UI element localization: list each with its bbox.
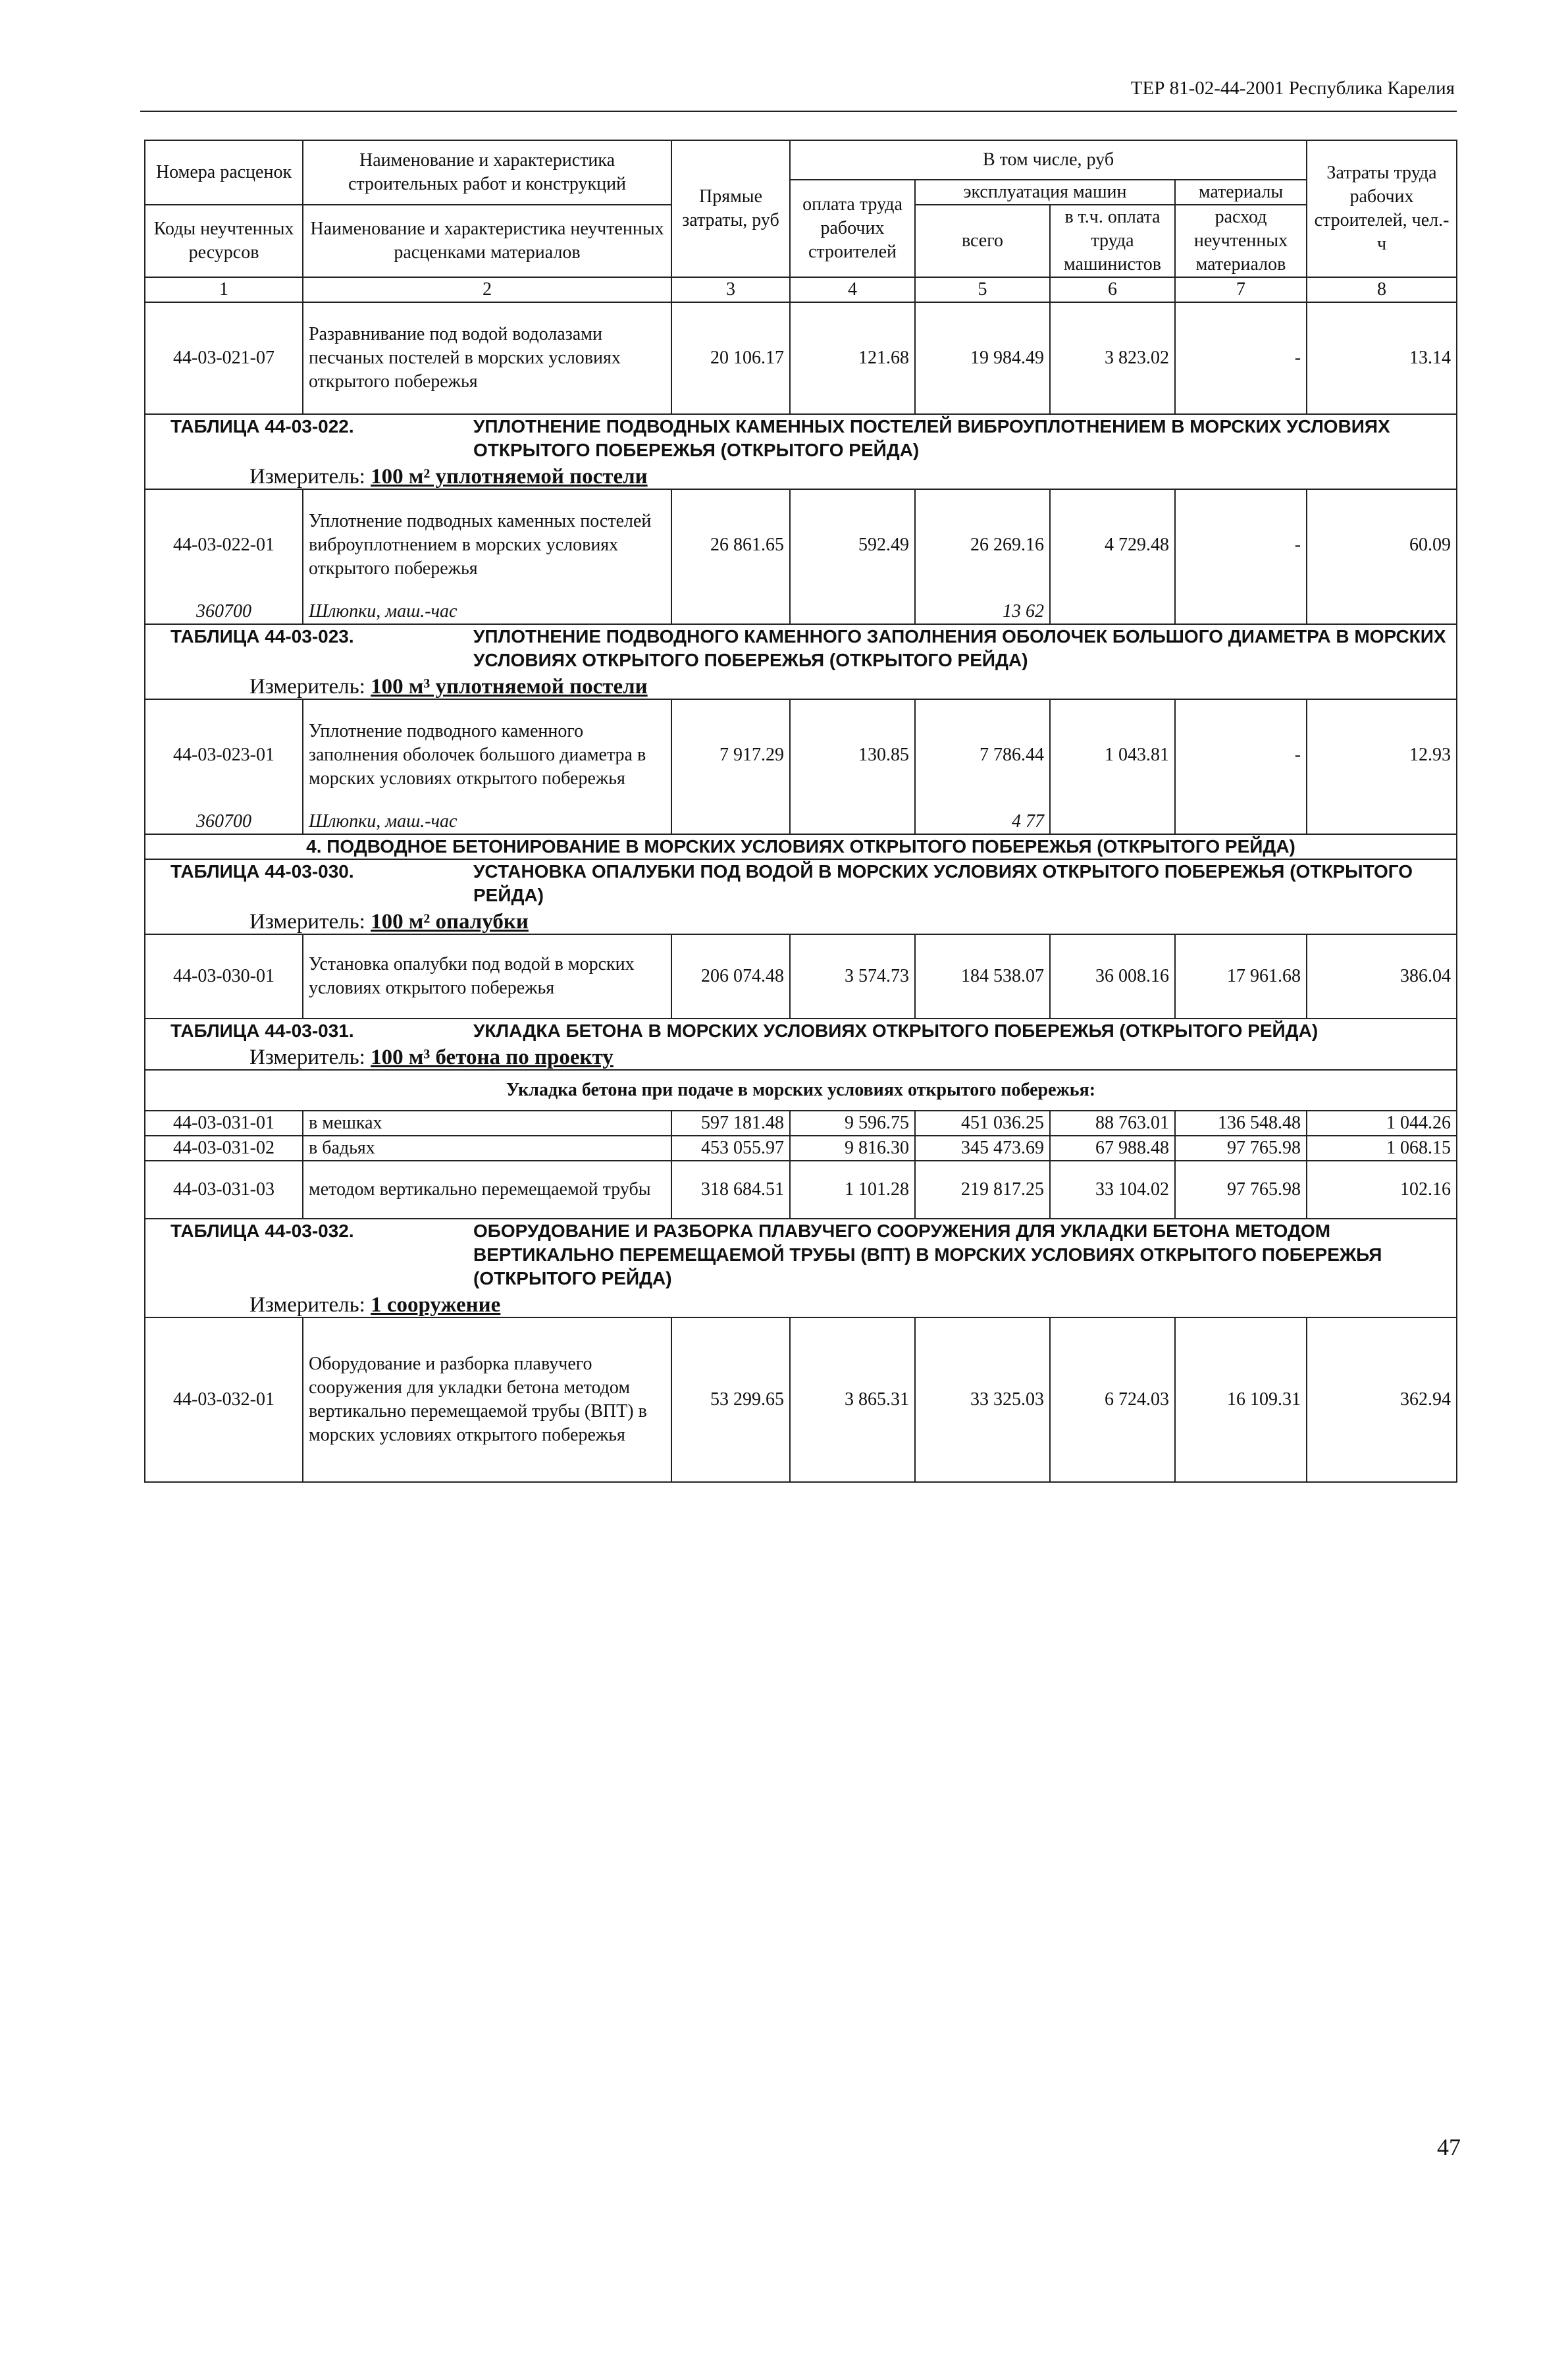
materials-cost: 136 548.48 <box>1175 1111 1307 1136</box>
col-number-1: 1 <box>145 277 303 302</box>
measure-value: 100 м² уплотняемой постели <box>371 465 648 489</box>
col1-header-bottom: Коды неучтенных ресурсов <box>145 205 303 277</box>
resource-value: 13 62 <box>915 600 1050 624</box>
table-title: УПЛОТНЕНИЕ ПОДВОДНЫХ КАМЕННЫХ ПОСТЕЛЕЙ ВИБРОУПЛОТНЕНИЕМ В МОРСКИХ УСЛОВИЯХ ОТКРЫТОГО ПОБЕРЕЖЬЯ (ОТКРЫТОГО РЕЙДА) <box>473 416 1390 460</box>
document-header: ТЕР 81-02-44-2001 Республика Карелия <box>1130 78 1455 99</box>
measure-line <box>151 1293 1451 1317</box>
col-number-5: 5 <box>915 277 1050 302</box>
materials-cost: - <box>1175 699 1307 810</box>
materials-header: материалы <box>1175 180 1307 205</box>
materials-cost: - <box>1175 489 1307 600</box>
machine-cost: 219 817.25 <box>915 1161 1050 1219</box>
materials-cost: 97 765.98 <box>1175 1136 1307 1161</box>
col1-header-top: Номера расценок <box>145 140 303 205</box>
labor-hours: 102.16 <box>1307 1161 1457 1219</box>
rate-code: 44-03-021-07 <box>145 302 303 414</box>
materials-cost: - <box>1175 302 1307 414</box>
table-number: ТАБЛИЦА 44-03-031. <box>170 1021 354 1041</box>
col-number-2: 2 <box>303 277 671 302</box>
rate-name: методом вертикально перемещаемой трубы <box>303 1161 671 1219</box>
rates-table <box>144 140 1457 1483</box>
table-number: ТАБЛИЦА 44-03-022. <box>170 416 354 437</box>
resource-name: Шлюпки, маш.-час <box>303 600 671 624</box>
machine-labor-cost: 88 763.01 <box>1050 1111 1175 1136</box>
machine-labor-cost: 67 988.48 <box>1050 1136 1175 1161</box>
labor-hours: 13.14 <box>1307 302 1457 414</box>
materials-cost: 97 765.98 <box>1175 1161 1307 1219</box>
measure-value: 100 м³ уплотняемой постели <box>371 675 648 699</box>
measure-label: Измеритель: <box>249 465 365 489</box>
labor-hours: 386.04 <box>1307 934 1457 1019</box>
group-header: В том числе, руб <box>790 140 1307 180</box>
labor-hours: 60.09 <box>1307 489 1457 600</box>
table-row <box>145 1111 1457 1136</box>
col-number-7: 7 <box>1175 277 1307 302</box>
labor-cost: 592.49 <box>790 489 915 600</box>
rate-code: 44-03-031-02 <box>145 1136 303 1161</box>
table-row <box>145 934 1457 1019</box>
measure-label: Измеритель: <box>249 910 365 934</box>
measure-line <box>151 465 1451 489</box>
labor-cost: 121.68 <box>790 302 915 414</box>
measure-value: 1 сооружение <box>371 1293 501 1317</box>
machine-cost: 451 036.25 <box>915 1111 1050 1136</box>
machines-header: эксплуатация машин <box>915 180 1175 205</box>
direct-cost: 53 299.65 <box>671 1317 790 1482</box>
direct-cost: 26 861.65 <box>671 489 790 600</box>
chapter-title: 4. ПОДВОДНОЕ БЕТОНИРОВАНИЕ В МОРСКИХ УСЛОВИЯХ ОТКРЫТОГО ПОБЕРЕЖЬЯ (ОТКРЫТОГО РЕЙДА) <box>145 834 1457 859</box>
machine-labor-cost: 33 104.02 <box>1050 1161 1175 1219</box>
col3-header: Прямые затраты, руб <box>671 140 790 277</box>
table-heading-031 <box>145 1019 1457 1070</box>
table-title: УСТАНОВКА ОПАЛУБКИ ПОД ВОДОЙ В МОРСКИХ УСЛОВИЯХ ОТКРЫТОГО ПОБЕРЕЖЬЯ (ОТКРЫТОГО РЕЙДА) <box>473 861 1413 905</box>
machine-labor-cost: 4 729.48 <box>1050 489 1175 600</box>
header-rule <box>140 111 1457 112</box>
machine-cost: 33 325.03 <box>915 1317 1050 1482</box>
machine-labor-cost: 36 008.16 <box>1050 934 1175 1019</box>
table-number: ТАБЛИЦА 44-03-030. <box>170 861 354 882</box>
rate-name: в бадьях <box>303 1136 671 1161</box>
measure-line <box>151 1046 1451 1069</box>
machine-cost: 345 473.69 <box>915 1136 1050 1161</box>
rate-code: 44-03-031-03 <box>145 1161 303 1219</box>
col6-header: в т.ч. оплата труда машинистов <box>1050 205 1175 277</box>
machine-cost: 7 786.44 <box>915 699 1050 810</box>
table-heading-023 <box>145 624 1457 699</box>
table-row <box>145 699 1457 810</box>
measure-value: 100 м³ бетона по проекту <box>371 1046 614 1069</box>
resource-row <box>145 810 1457 834</box>
chapter-heading <box>145 834 1457 859</box>
table-row <box>145 1161 1457 1219</box>
table-title: ОБОРУДОВАНИЕ И РАЗБОРКА ПЛАВУЧЕГО СООРУЖЕНИЯ ДЛЯ УКЛАДКИ БЕТОНА МЕТОДОМ ВЕРТИКАЛЬНО ПЕРЕМЕЩАЕМОЙ ТРУБЫ (ВПТ) В МОРСКИХ УСЛОВИЯХ ОТКРЫТОГО ПОБЕРЕЖЬЯ (ОТКРЫТОГО РЕЙДА) <box>473 1221 1382 1288</box>
resource-value: 4 77 <box>915 810 1050 834</box>
measure-label: Измеритель: <box>249 675 365 699</box>
col-number-4: 4 <box>790 277 915 302</box>
materials-cost: 17 961.68 <box>1175 934 1307 1019</box>
measure-value: 100 м² опалубки <box>371 910 529 934</box>
col7-header: расход неучтенных материалов <box>1175 205 1307 277</box>
machine-cost: 19 984.49 <box>915 302 1050 414</box>
col4-header: оплата труда рабочих строителей <box>790 180 915 277</box>
labor-hours: 12.93 <box>1307 699 1457 810</box>
labor-cost: 9 816.30 <box>790 1136 915 1161</box>
direct-cost: 597 181.48 <box>671 1111 790 1136</box>
rate-name: Уплотнение подводных каменных постелей виброуплотнением в морских условиях открытого побережья <box>303 489 671 600</box>
table-heading-022 <box>145 414 1457 489</box>
measure-line <box>151 675 1451 699</box>
materials-cost: 16 109.31 <box>1175 1317 1307 1482</box>
rate-name: Уплотнение подводного каменного заполнения оболочек большого диаметра в морских условиях открытого побережья <box>303 699 671 810</box>
table-heading-030 <box>145 859 1457 934</box>
col-number-6: 6 <box>1050 277 1175 302</box>
table-heading-032 <box>145 1219 1457 1317</box>
labor-cost: 9 596.75 <box>790 1111 915 1136</box>
col2-header-top: Наименование и характеристика строительных работ и конструкций <box>303 140 671 205</box>
col-number-8: 8 <box>1307 277 1457 302</box>
rate-name: Разравнивание под водой водолазами песчаных постелей в морских условиях открытого побережья <box>303 302 671 414</box>
col8-header: Затраты труда рабочих строителей, чел.-ч <box>1307 140 1457 277</box>
machine-labor-cost: 3 823.02 <box>1050 302 1175 414</box>
measure-line <box>151 910 1451 934</box>
rate-code: 44-03-031-01 <box>145 1111 303 1136</box>
direct-cost: 453 055.97 <box>671 1136 790 1161</box>
rate-name: Установка опалубки под водой в морских условиях открытого побережья <box>303 934 671 1019</box>
direct-cost: 206 074.48 <box>671 934 790 1019</box>
rate-name: в мешках <box>303 1111 671 1136</box>
labor-cost: 1 101.28 <box>790 1161 915 1219</box>
rate-code: 44-03-032-01 <box>145 1317 303 1482</box>
subheading: Укладка бетона при подаче в морских условиях открытого побережья: <box>145 1070 1457 1111</box>
table-number: ТАБЛИЦА 44-03-023. <box>170 626 354 647</box>
col5-header: всего <box>915 205 1050 277</box>
direct-cost: 7 917.29 <box>671 699 790 810</box>
machine-labor-cost: 1 043.81 <box>1050 699 1175 810</box>
direct-cost: 20 106.17 <box>671 302 790 414</box>
resource-row <box>145 600 1457 624</box>
measure-label: Измеритель: <box>249 1293 365 1317</box>
table-row <box>145 489 1457 600</box>
table-row <box>145 1317 1457 1482</box>
table-number: ТАБЛИЦА 44-03-032. <box>170 1221 354 1241</box>
rate-code: 44-03-030-01 <box>145 934 303 1019</box>
col2-header-bottom: Наименование и характеристика неучтенных расценками материалов <box>303 205 671 277</box>
machine-cost: 184 538.07 <box>915 934 1050 1019</box>
resource-code: 360700 <box>145 600 303 624</box>
labor-cost: 3 865.31 <box>790 1317 915 1482</box>
table-row <box>145 1136 1457 1161</box>
measure-label: Измеритель: <box>249 1046 365 1069</box>
subheading-row <box>145 1070 1457 1111</box>
labor-cost: 130.85 <box>790 699 915 810</box>
table-row <box>145 302 1457 414</box>
machine-labor-cost: 6 724.03 <box>1050 1317 1175 1482</box>
page-number: 47 <box>1437 2134 1461 2160</box>
machine-cost: 26 269.16 <box>915 489 1050 600</box>
col-number-3: 3 <box>671 277 790 302</box>
resource-code: 360700 <box>145 810 303 834</box>
table-title: УКЛАДКА БЕТОНА В МОРСКИХ УСЛОВИЯХ ОТКРЫТОГО ПОБЕРЕЖЬЯ (ОТКРЫТОГО РЕЙДА) <box>473 1021 1319 1041</box>
rate-code: 44-03-022-01 <box>145 489 303 600</box>
labor-hours: 362.94 <box>1307 1317 1457 1482</box>
labor-cost: 3 574.73 <box>790 934 915 1019</box>
rate-code: 44-03-023-01 <box>145 699 303 810</box>
direct-cost: 318 684.51 <box>671 1161 790 1219</box>
labor-hours: 1 044.26 <box>1307 1111 1457 1136</box>
labor-hours: 1 068.15 <box>1307 1136 1457 1161</box>
rate-name: Оборудование и разборка плавучего сооружения для укладки бетона методом вертикально перемещаемой трубы (ВПТ) в морских условиях открытого побережья <box>303 1317 671 1482</box>
resource-name: Шлюпки, маш.-час <box>303 810 671 834</box>
table-title: УПЛОТНЕНИЕ ПОДВОДНОГО КАМЕННОГО ЗАПОЛНЕНИЯ ОБОЛОЧЕК БОЛЬШОГО ДИАМЕТРА В МОРСКИХ УСЛОВИЯХ ОТКРЫТОГО ПОБЕРЕЖЬЯ (ОТКРЫТОГО РЕЙДА) <box>473 626 1446 670</box>
